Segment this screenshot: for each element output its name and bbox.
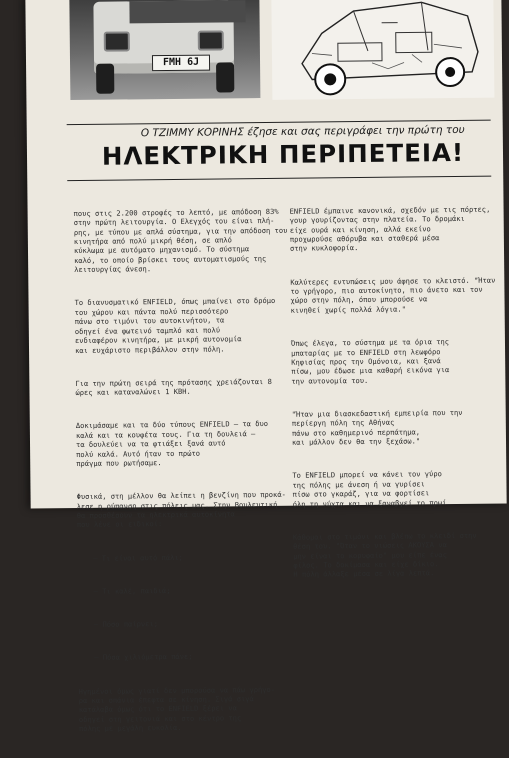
paragraph: πους στις 2.200 στροφές το λεπτό, με απόδοση 83% στην πρώτη λειτουργία. Ο Ελεγχός του είναι πλή- ρης, με τύπου με απλά σύστημα, για την απόδοση του κινητήρα από πολύ μικρή θέση, σε απλό κύκλωμα με αυτόματο μηχανισμό. Το σύστημα καλό, το οποίο βρίσκει τους αυτοματισμούς της λειτουργίας άνεση. (73, 206, 288, 275)
paragraph: ENFIELD έμπαινε κανονικά, σχεδόν με τις πόρτες, γουρ γουρίζοντας στην πλατεία. Το δρομάκι είχε ουρά και κίνηση, αλλά εκείνο προχωρούσε αθόρυβα και σταθερά μέσα στην κυκλοφορία. (289, 204, 491, 254)
dialogue-line: — Πόσο παίρνει; (93, 619, 159, 629)
title-rule (67, 176, 491, 181)
dialogue-line: — Τι καλέ, παιδιά; (93, 585, 171, 596)
wheel-left-icon (96, 64, 114, 94)
paragraph: Ηγημένοι όμως γιατί δεν μπορούσα να πάω γρήγο- ρα και σπάνια έπεφτα σε κίνηση. Σιγά σιγά κατάλαβα όμως ότι το ENFIELD ξέρει να οδηγεί στη γειτονιά και στο κέντρο της πόλης με μεγάλη ευκολία. (78, 684, 276, 734)
paragraph: Κάθομαι στο τιμόνι και βλέπω το κλειδί στην θέση του. "Όταν το νιώσεις ΑΚΟΥΣΑ να μην είναι το κορυφαίο" μου είπε ένας φίλος. Το δοκίμασα και είχε δίκιο. Η πόλη άλλαξε μέσα σε λίγα λεπτά. (292, 530, 477, 580)
paragraph: "Ήταν μια διασκεδαστική εμπειρία που την περίεργη πόλη της Αθήνας πάνω στο καθημερινό περπάτημα, και μάλλον δεν θα την ξεχάσω." (291, 407, 463, 447)
paragraph: Καλύτερες εντυπώσεις μου άφησε το κλειστό. "Ήταν το γρήγορο, πιο αυτοκίνητο, πιο άνετο και τον χώρο στην πόλη, όπου μπορούσε να κινηθεί χωρίς πολλά λόγια." (290, 275, 496, 315)
left-text-column (73, 188, 288, 734)
license-plate: FMH 6J (152, 55, 210, 72)
article-title: ΗΛΕΚΤΡΙΚΗ ΠΕΡΙΠΕΤΕΙΑ! (101, 137, 465, 171)
headlight-right-icon (198, 30, 224, 50)
paragraph: Όπως έλεγα, το σύστημα με τα όρια της μπαταρίας με το ENFIELD στη λεωφόρο Κηφισίας προς την Ομόνοια, και ξανά πίσω, μου έδωσε μια καθαρή εικόνα για την αυτονομία του. (290, 337, 450, 386)
magazine-page (25, 0, 506, 734)
car-cutaway-diagram (271, 0, 494, 100)
dialogue-line: — Τι είναι αυτό πάλι; (93, 552, 183, 563)
paragraph: Για την πρώτη σειρά της πρότασης χρειάζονται 8 ώρες και καταναλώνει 1 ΚΒΗ. (75, 376, 272, 398)
car-windshield (129, 0, 245, 23)
right-text-column (289, 186, 498, 580)
car-front-photo (69, 0, 260, 100)
paragraph: Φυσικά, στη μέλλον θα λείπει η βενζίνη που προκά- λεσε η ρύπανση στις πόλεις μας. Στην Βουλευτική θα προσθέσουν τα ηλεκτρικά αυτοκίνητα που λένε οι ειδικοί: (76, 489, 286, 530)
car-body-illustration (93, 0, 234, 73)
paragraph: Το ENFIELD μπορεί να κάνει τον γύρο της πόλης με άνεση ή να γυρίσει πίσω στο γκαράζ, για να φορτίσει όλη τη νύχτα και να ξαναβγεί το πρωί. (292, 469, 451, 509)
dialogue-line: — Πόσα χιλιόμετρα πάνε; (94, 652, 193, 663)
car-cutaway-drawing (271, 0, 494, 100)
wheel-right-icon (216, 62, 234, 92)
headlight-left-icon (104, 31, 130, 51)
paragraph: Το διανυσματικό ENFIELD, όπως μπαίνει στο δρόμο του χώρου και πάντα πολύ περισσότερο πάνω στο τιμόνι του αυτοκινήτου, τα οδηγεί ένα φωτεινό ταμπλό και πολύ ενδιαφέρον κινητήρα, με μικρή αυτονομία και ευχάριστο περιβάλλον στην πόλη. (74, 296, 276, 355)
article-kicker: Ο ΤΖΙΜΜΥ ΚΟΡΙΝΗΣ έζησε και σας περιγράφει την πρώτη του (140, 123, 465, 140)
paragraph: Δοκιμάσαμε και τα δύο τύπους ENFIELD — τα δυο καλά και τα κουφέτα τους. Για τη δουλειά — τα δουλεύει να τα φτιάξει ξανά αυτό πολύ καλά. Αυτό ήταν το πρώτο πράγμα που ρωτήσαμε. (75, 419, 269, 468)
